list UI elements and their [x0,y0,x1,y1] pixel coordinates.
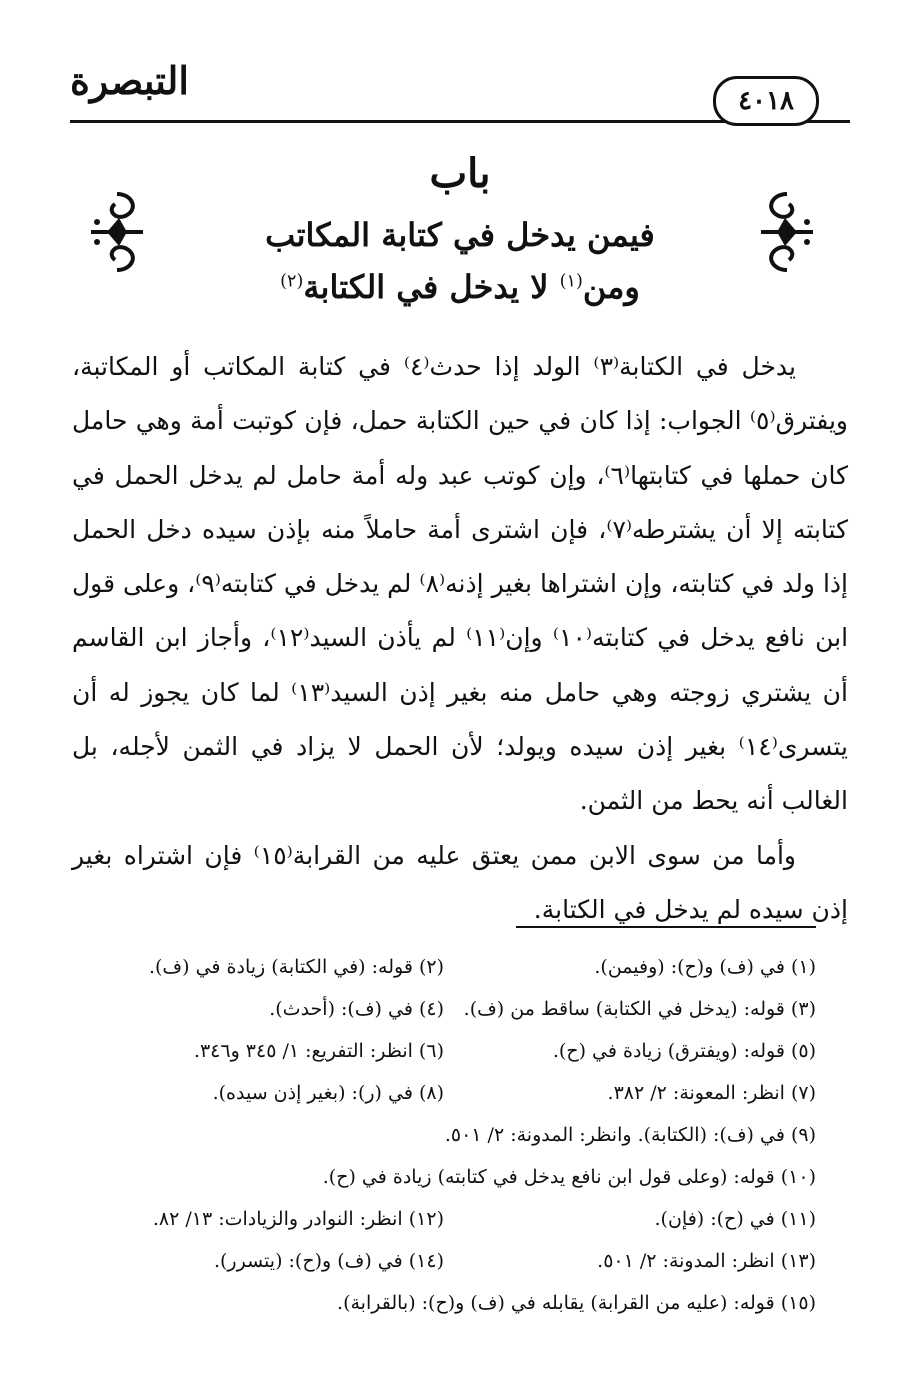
footnote-8: (٨) في (ر): (بغير إذن سيده). [212,1082,444,1104]
footnote-3: (٣) قوله: (يدخل في الكتابة) ساقط من (ف). [463,998,816,1020]
footnote-10: (١٠) قوله: (وعلى قول ابن نافع يدخل في كتابته) زيادة في (ح). [322,1166,816,1188]
footnote-row [110,1072,816,1114]
footnote-4: (٤) في (ف): (أحدث). [269,998,444,1020]
paragraph-1: يدخل في الكتابة⁽٣⁾ الولد إذا حدث⁽٤⁾ في كتابة المكاتب أو المكاتبة، ويفترق⁽٥⁾ الجواب: إذا كان في حين الكتابة حمل، فإن كوتبت أمة وهي حامل كان حملها في كتابتها⁽٦⁾، وإن كوتب عبد وله أمة حامل لم يدخل الحمل في كتابته إلا أن يشترطه⁽٧⁾، فإن اشترى أمة حاملاً منه بإذن سيده دخل الحمل إذا ولد في كتابته، وإن اشتراها بغير إذنه⁽٨⁾ لم يدخل في كتابته⁽٩⁾، وعلى قول ابن نافع يدخل في كتابته⁽١٠⁾ وإن⁽١١⁾ لم يأذن السيد⁽١٢⁾، وأجاز ابن القاسم أن يشتري زوجته وهي حامل منه بغير إذن السيد⁽١٣⁾ لما كان يجوز له أن يتسرى⁽١٤⁾ بغير إذن سيده ويولد؛ لأن الحمل لا يزاد في الثمن لأجله، بل الغالب أنه يحط من الثمن. [72,352,849,816]
footnote-9: (٩) في (ف): (الكتابة). وانظر: المدونة: ٢/ ٥٠١. [444,1124,816,1146]
chapter-title-line2 [130,268,790,306]
footnote-6: (٦) انظر: التفريع: ١/ ٣٤٥ و٣٤٦. [193,1040,444,1062]
chapter-title-line2-a: ومن [582,268,640,306]
body-text [72,340,848,937]
footnote-ref-2: (٢) [280,271,304,292]
footnote-7: (٧) انظر: المعونة: ٢/ ٣٨٢. [607,1082,816,1104]
chapter-label: باب [429,150,491,197]
footnote-11: (١١) في (ح): (فإن). [654,1208,816,1230]
footnote-ref-1: (١) [559,271,583,292]
footnote-13: (١٣) انظر: المدونة: ٢/ ٥٠١. [597,1250,816,1272]
footnote-5: (٥) قوله: (ويفترق) زيادة في (ح). [552,1040,816,1062]
footnote-15: (١٥) قوله: (عليه من القرابة) يقابله في (ف) و(ح): (بالقرابة). [337,1292,816,1314]
footnote-row [110,988,816,1030]
footnote-separator [516,926,816,928]
running-title: التبصرة [70,58,189,103]
chapter-title-line1: فيمن يدخل في كتابة المكاتب [265,216,655,254]
chapter-title-line2-b: لا يدخل في الكتابة [303,268,560,306]
page-number: ٤٠١٨ [713,76,819,126]
footnote-2: (٢) قوله: (في الكتابة) زيادة في (ف). [148,956,444,978]
footnote-row [110,946,816,988]
footnote-row [110,1198,816,1240]
footnote-14: (١٤) في (ف) و(ح): (يتسرر). [213,1250,444,1272]
footnote-row [110,1030,816,1072]
footnote-12: (١٢) انظر: النوادر والزيادات: ١٣/ ٨٢. [152,1208,444,1230]
footnote-1: (١) في (ف) و(ح): (وفيمن). [594,956,816,978]
footnotes [110,946,816,1324]
paragraph-2: وأما من سوى الابن ممن يعتق عليه من القرابة⁽١٥⁾ فإن اشتراه بغير إذن سيده لم يدخل في الكتابة. [72,840,848,924]
footnote-row [110,1240,816,1282]
